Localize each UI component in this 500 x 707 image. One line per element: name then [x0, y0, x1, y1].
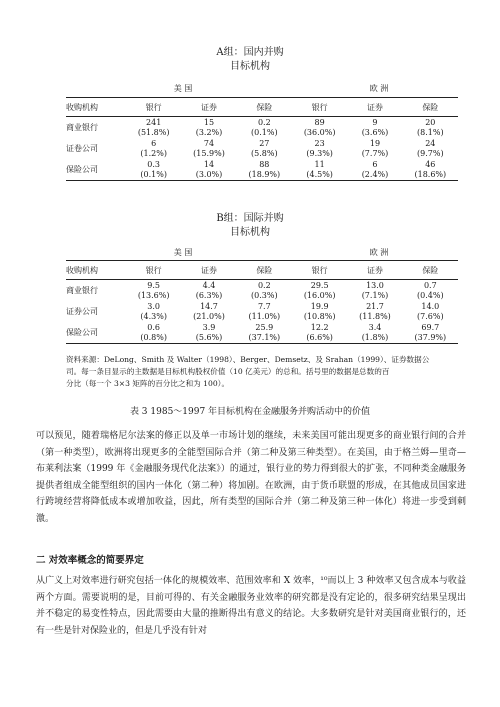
value-cell: 6 — [151, 139, 157, 148]
value-cell: 3.9 — [202, 323, 216, 332]
percent-cell: (6.6%) — [292, 333, 347, 344]
percent-cell: (0.3%) — [251, 290, 278, 300]
percent-cell: (9.3%) — [306, 148, 333, 158]
row-label: 证卷公司 — [66, 144, 98, 154]
row-label: 商业银行 — [66, 286, 98, 296]
value-cell: 14 — [203, 160, 215, 169]
percent-cell: (37.1%) — [237, 333, 292, 344]
panel-a-table — [66, 97, 458, 181]
value-cell: 89 — [314, 118, 325, 127]
percent-cell: (3.2%) — [195, 127, 223, 137]
value-cell: 69.7 — [421, 323, 440, 332]
value-cell: 0.2 — [257, 281, 271, 290]
percent-cell: (4.5%) — [292, 170, 347, 181]
value-cell: 25.9 — [255, 323, 274, 332]
header-us-securities: 证券 — [181, 261, 236, 280]
row-label: 商业银行 — [66, 123, 98, 133]
value-cell: 0.3 — [147, 160, 161, 169]
source-note-line-3: 分比（每一个 3×3 矩阵的百分比之和为 100）。 — [66, 379, 230, 388]
table-row — [66, 138, 458, 149]
row-label: 保险公司 — [66, 159, 126, 181]
percent-cell: (13.6%) — [137, 290, 170, 300]
percent-cell: (18.9%) — [237, 170, 292, 181]
section-heading: 二 对效率概念的简要界定 — [36, 555, 144, 566]
percent-cell: (7.7%) — [361, 148, 389, 158]
percent-cell: (3.0%) — [181, 170, 236, 181]
body-paragraph-1: 可以预见，随着瑞格尼尔法案的修正以及单一市场计划的继续，未来美国可能出现更多的商业银行间的合并（第一种类型），欧洲将出现更多的全能型国际合并（第二种及第三种类型）。在美国，由于格兰姆—里奇—布莱利法案（1999 年《金融服务现代化法案》）的通过，银行业的势力得到很大的扩张，不同种类金融服务提供者组成全能型组织的国内一体化（第二种）将加剧。在欧洲，由于货币联盟的形成，在其他成员国家进行跨境经营将降低成本或增加收益，因此，所有类型的国际合并（第二种及第三种一体化）将进一步受到刺激。 — [36, 431, 466, 524]
header-eu-insurance: 保险 — [403, 98, 458, 117]
value-cell: 3.0 — [147, 302, 161, 311]
percent-cell: (2.4%) — [347, 170, 402, 181]
percent-cell: (6.3%) — [195, 290, 223, 300]
value-cell: 0.6 — [147, 323, 161, 332]
source-note-line-2: 司。每一条目显示的主数据是目标机构股权价值（10 亿美元）的总和。括号里的数据是总数的百 — [66, 367, 390, 376]
percent-cell: (11.0%) — [248, 311, 281, 321]
value-cell: 4.4 — [202, 281, 216, 290]
value-cell: 14.0 — [421, 302, 440, 311]
percent-cell: (37.9%) — [403, 333, 458, 344]
value-cell: 88 — [259, 160, 270, 169]
value-cell: 0.2 — [257, 118, 271, 127]
panel-b-group-eu: 欧 洲 — [369, 248, 389, 257]
percent-cell: (0.1%) — [251, 127, 278, 137]
panel-b-title: B组：国际并购 — [216, 213, 284, 224]
value-cell: 19.9 — [310, 302, 329, 311]
header-us-insurance: 保险 — [237, 98, 292, 117]
percent-cell: (3.6%) — [361, 127, 389, 137]
header-acquirer: 收购机构 — [66, 261, 126, 280]
value-cell: 12.2 — [310, 323, 329, 332]
value-cell: 13.0 — [366, 281, 384, 290]
table-row — [66, 322, 458, 333]
value-cell: 23 — [314, 139, 325, 148]
percent-cell: (7.1%) — [361, 290, 389, 300]
panel-b-subtitle: 目标机构 — [230, 227, 270, 238]
row-label: 证券公司 — [66, 307, 98, 317]
panel-a-header-row — [66, 98, 458, 117]
header-acquirer: 收购机构 — [66, 98, 126, 117]
panel-b-header-row — [66, 261, 458, 280]
panel-a-subtitle: 目标机构 — [230, 61, 270, 72]
source-note-line-1: 资料来源：DeLong、Smith 及 Walter（1998）、Berger、Demsetz、及 Srahan（1999）、证券数据公 — [66, 355, 430, 364]
row-label: 保险公司 — [66, 322, 126, 344]
percent-cell: (1.2%) — [140, 148, 167, 158]
value-cell: 46 — [425, 160, 436, 169]
panel-a-group-us: 美 国 — [173, 84, 193, 93]
header-eu-insurance: 保险 — [403, 261, 458, 280]
value-cell: 20 — [425, 118, 436, 127]
header-eu-securities: 证券 — [347, 261, 402, 280]
table-row — [66, 117, 458, 128]
body-paragraph-2: 从广义上对效率进行研究包括一体化的规模效率、范围效率和 X 效率，¹⁰而以上 3 种效率又包含成本与收益两个方面。需要说明的是，目前可得的、有关金融服务业效率的研究都是没有定论的，很多研究结果呈现出并不稳定的易变性特点，因此需要由大量的推断得出有意义的结论。大多数研究是针对美国商业银行的，还有一些是针对保险业的，但是几乎没有针对 — [36, 576, 466, 636]
table-row — [66, 301, 458, 312]
percent-cell: (10.8%) — [303, 311, 336, 321]
percent-cell: (1.8%) — [347, 333, 402, 344]
percent-cell: (21.0%) — [193, 311, 225, 321]
panel-a-title: A组：国内并购 — [216, 47, 284, 58]
value-cell: 74 — [203, 139, 215, 148]
value-cell: 19 — [369, 139, 381, 148]
panel-b-table — [66, 260, 458, 344]
percent-cell: (11.8%) — [359, 311, 391, 321]
value-cell: 15 — [203, 118, 215, 127]
percent-cell: (5.8%) — [251, 148, 278, 158]
value-cell: 11 — [314, 160, 325, 169]
value-cell: 0.7 — [423, 281, 437, 290]
value-cell: 9.5 — [147, 281, 161, 290]
header-us-bank: 银行 — [126, 98, 181, 117]
value-cell: 3.4 — [368, 323, 382, 332]
percent-cell: (51.8%) — [137, 127, 170, 137]
percent-cell: (0.4%) — [417, 290, 444, 300]
header-eu-bank: 银行 — [292, 98, 347, 117]
table-caption: 表 3 1985～1997 年目标机构在金融服务并购活动中的价值 — [129, 407, 371, 417]
header-us-insurance: 保险 — [237, 261, 292, 280]
percent-cell: (18.6%) — [403, 170, 458, 181]
percent-cell: (5.6%) — [181, 333, 236, 344]
header-eu-securities: 证券 — [347, 98, 402, 117]
value-cell: 27 — [259, 139, 270, 148]
table-row — [66, 280, 458, 291]
table-row — [66, 159, 458, 170]
panel-a-group-eu: 欧 洲 — [369, 84, 389, 93]
value-cell: 21.7 — [366, 302, 384, 311]
panel-b-group-us: 美 国 — [173, 248, 193, 257]
percent-cell: (9.7%) — [417, 148, 444, 158]
percent-cell: (36.0%) — [303, 127, 336, 137]
percent-cell: (4.3%) — [140, 311, 167, 321]
percent-cell: (0.1%) — [126, 170, 181, 181]
value-cell: 241 — [146, 118, 162, 127]
value-cell: 6 — [372, 160, 378, 169]
value-cell: 24 — [425, 139, 436, 148]
value-cell: 29.5 — [310, 281, 329, 290]
percent-cell: (16.0%) — [303, 290, 336, 300]
percent-cell: (15.9%) — [193, 148, 225, 158]
value-cell: 14.7 — [200, 302, 218, 311]
percent-cell: (0.8%) — [126, 333, 181, 344]
percent-cell: (8.1%) — [417, 127, 444, 137]
percent-cell: (7.6%) — [417, 311, 444, 321]
value-cell: 9 — [372, 118, 378, 127]
source-note — [66, 354, 460, 390]
header-eu-bank: 银行 — [292, 261, 347, 280]
value-cell: 7.7 — [257, 302, 271, 311]
header-us-securities: 证券 — [181, 98, 236, 117]
header-us-bank: 银行 — [126, 261, 181, 280]
